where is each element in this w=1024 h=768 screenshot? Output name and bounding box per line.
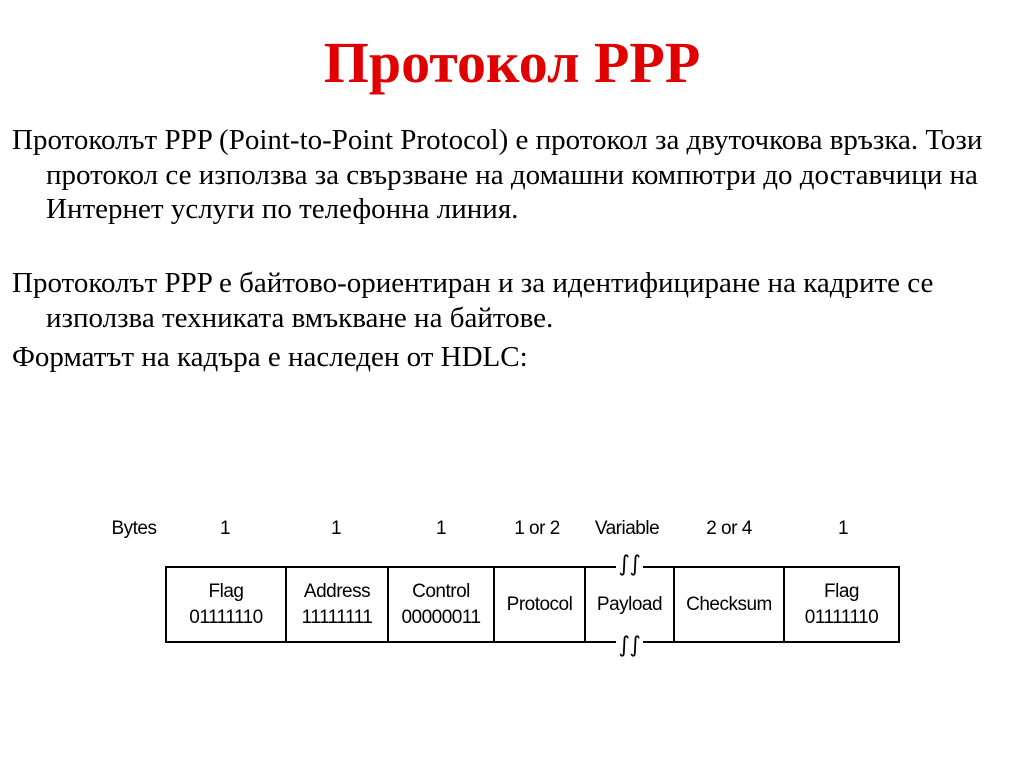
bytes-label: Bytes [111, 518, 157, 539]
size-flag-end: 1 [837, 518, 849, 539]
field-address [287, 568, 389, 641]
size-checksum: 2 or 4 [706, 518, 752, 539]
field-name: Control [412, 580, 470, 602]
field-name: Checksum [686, 593, 772, 615]
field-value: 01111110 [804, 606, 879, 628]
break-mark-icon: ∫∫ [616, 554, 644, 576]
field-value: 11111111 [301, 606, 373, 628]
slide-title: Протокол PPP [323, 30, 701, 95]
size-address: 1 [330, 518, 342, 539]
break-mark-icon: ∫∫ [616, 635, 644, 657]
field-control [389, 568, 495, 641]
size-protocol: 1 or 2 [514, 518, 560, 539]
field-name: Flag [208, 580, 244, 602]
field-protocol [495, 568, 586, 641]
field-name: Protocol [506, 593, 573, 615]
field-checksum [675, 568, 785, 641]
field-name: Flag [824, 580, 859, 602]
paragraph-ppp-definition: Протоколът PPP (Point-to-Point Protocol) е протокол за двуточкова връзка. Този протокол се използва за свързване на домашни компютри до доставчици на Интернет услуги по телефонна линия. [12, 124, 983, 225]
size-control: 1 [435, 518, 447, 539]
field-value: 01111110 [189, 606, 263, 628]
field-payload [586, 552, 675, 658]
field-value: 00000011 [401, 606, 481, 628]
paragraph-byte-oriented: Протоколът PPP е байтово-ориентиран и за идентифициране на кадрите се използва техниката вмъкване на байтове. [12, 267, 934, 334]
field-flag-end [785, 568, 898, 641]
field-name: Payload [596, 593, 663, 615]
size-flag-start: 1 [219, 518, 231, 539]
size-payload: Variable [594, 518, 660, 539]
field-name: Address [303, 580, 371, 602]
paragraph-frame-format: Форматът на кадъра е наследен от HDLC: [12, 341, 528, 373]
frame-fields [165, 552, 900, 658]
field-flag-start [167, 568, 287, 641]
